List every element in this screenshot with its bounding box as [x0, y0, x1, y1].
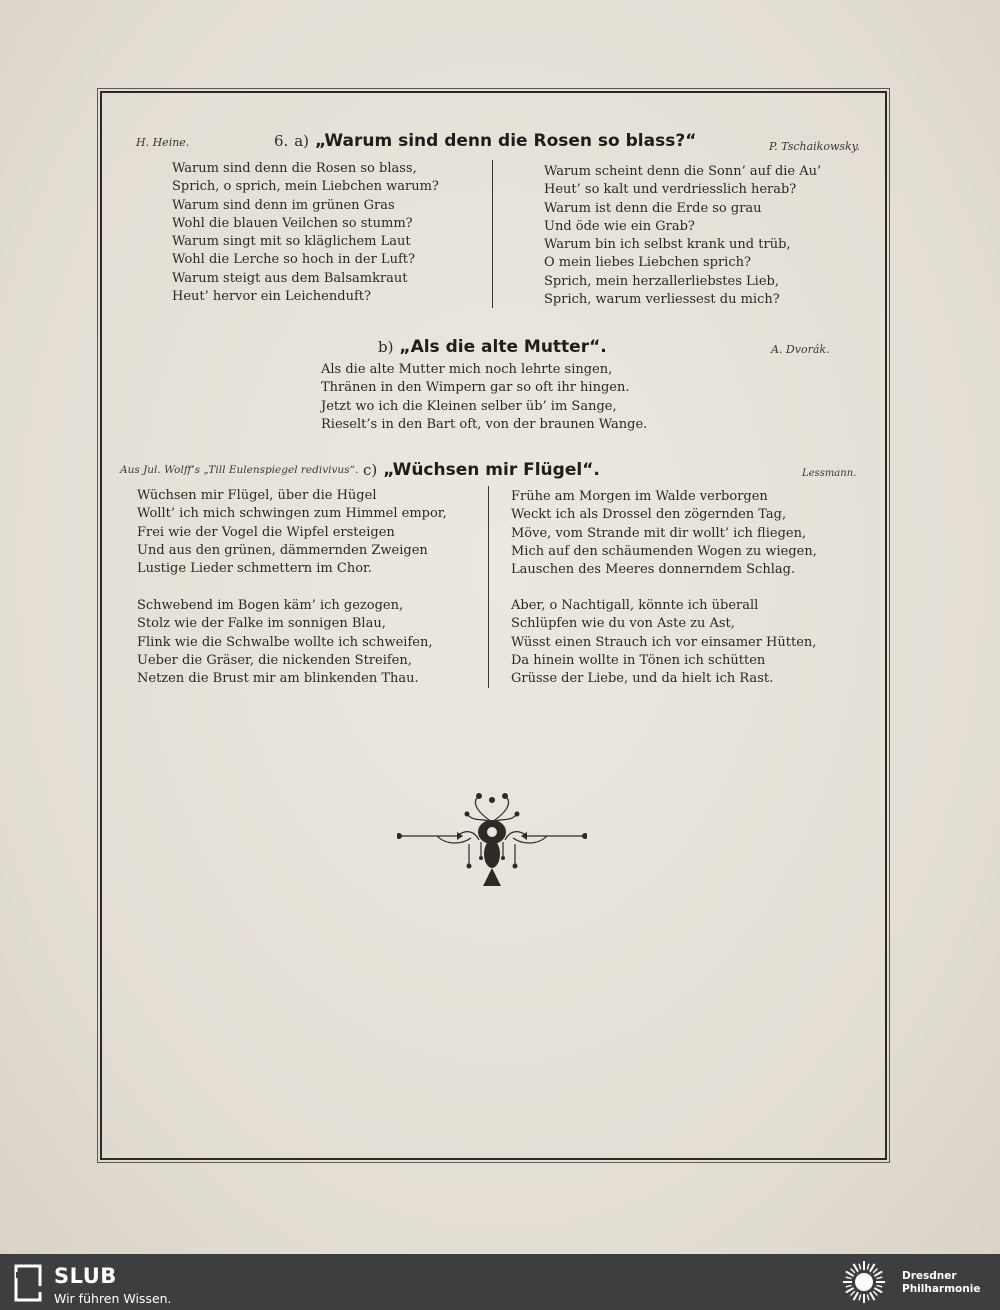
verse-line: Wüsst einen Strauch ich vor einsamer Hütten,: [511, 634, 817, 650]
partner-name-line1: Dresdner: [902, 1270, 957, 1282]
library-tagline: Wir führen Wissen.: [54, 1291, 172, 1306]
verse-line: Schwebend im Bogen käm’ ich gezogen,: [137, 598, 404, 613]
dresdner-philharmonie-logo-icon[interactable]: [842, 1260, 886, 1304]
song-a-left-verse: [172, 160, 439, 306]
song-a-right-verse: [544, 163, 821, 309]
floral-vignette-icon: [397, 792, 587, 888]
partner-name-line2: Philharmonie: [902, 1283, 981, 1295]
song-number: 6.: [274, 132, 289, 150]
verse-line: Wollt’ ich mich schwingen zum Himmel empor,: [137, 506, 447, 522]
song-c-right-stanza-1: [511, 488, 817, 579]
verse-line: Sprich, o sprich, mein Liebchen warum?: [172, 179, 439, 195]
verse-line: Wüchsen mir Flügel, über die Hügel: [137, 488, 377, 503]
verse-line: Warum singt mit so kläglichem Laut: [172, 234, 411, 250]
verse-line: Da hinein wollte in Tönen ich schütten: [511, 652, 766, 668]
song-c-left-stanza-1: [137, 487, 447, 578]
song-c-heading: [363, 460, 600, 480]
song-a-heading: [274, 131, 696, 151]
verse-line: O mein liebes Liebchen sprich?: [544, 255, 751, 271]
verse-line: Frei wie der Vogel die Wipfel ersteigen: [137, 524, 395, 540]
verse-line: Warum steigt aus dem Balsamkraut: [172, 270, 408, 286]
song-a-title: „Warum sind denn die Rosen so blass?“: [314, 131, 697, 151]
song-b-heading: [378, 337, 607, 357]
column-divider: [488, 486, 489, 688]
verse-line: Lustige Lieder schmettern im Chor.: [137, 561, 372, 577]
verse-line: Flink wie die Schwalbe wollte ich schweifen,: [137, 634, 433, 650]
song-b-verse: [321, 361, 647, 434]
song-b-label: b): [378, 338, 394, 356]
song-a-composer: P. Tschaikowsky.: [769, 140, 860, 153]
song-c-composer: Lessmann.: [802, 468, 857, 479]
verse-line: Warum sind denn im grünen Gras: [172, 197, 395, 213]
verse-line: Warum ist denn die Erde so grau: [544, 200, 762, 216]
verse-line: Netzen die Brust mir am blinkenden Thau.: [137, 671, 419, 687]
verse-line: Wohl die Lerche so hoch in der Luft?: [172, 252, 415, 268]
verse-line: Aber, o Nachtigall, könnte ich überall: [511, 598, 759, 613]
library-name[interactable]: SLUB: [54, 1264, 117, 1288]
verse-line: Grüsse der Liebe, und da hielt ich Rast.: [511, 671, 774, 687]
verse-line: Sprich, warum verliessest du mich?: [544, 292, 780, 308]
verse-line: Warum sind denn die Rosen so blass,: [172, 161, 417, 176]
partner-name[interactable]: [902, 1270, 980, 1296]
song-c-title: „Wüchsen mir Flügel“.: [383, 460, 600, 480]
poet-label: H. Heine.: [136, 136, 190, 149]
verse-line: Rieselt’s in den Bart oft, von der braunen Wange.: [321, 416, 648, 432]
verse-line: Heut’ hervor ein Leichenduft?: [172, 289, 371, 305]
verse-line: Schlüpfen wie du von Aste zu Ast,: [511, 616, 735, 632]
verse-line: Thränen in den Wimpern gar so oft ihr hingen.: [321, 380, 630, 396]
song-c-right-stanza-2: [511, 597, 816, 688]
verse-line: Warum scheint denn die Sonn’ auf die Au’: [544, 164, 822, 179]
verse-line: Jetzt wo ich die Kleinen selber üb’ im Sange,: [321, 398, 617, 414]
verse-line: Weckt ich als Drossel den zögernden Tag,: [511, 507, 787, 523]
verse-line: Möve, vom Strande mit dir wollt’ ich fliegen,: [511, 525, 807, 541]
verse-line: Frühe am Morgen im Walde verborgen: [511, 489, 768, 504]
verse-line: Warum bin ich selbst krank und trüb,: [544, 237, 791, 253]
verse-line: Ueber die Gräser, die nickenden Streifen,: [137, 652, 412, 668]
song-b-composer: A. Dvorák.: [771, 343, 830, 356]
verse-line: Und öde wie ein Grab?: [544, 218, 695, 234]
song-c-source: Aus Jul. Wolff’s „Till Eulenspiegel redivivus“.: [120, 464, 359, 476]
column-divider: [492, 160, 493, 308]
song-c-label: c): [363, 461, 378, 479]
verse-line: Als die alte Mutter mich noch lehrte singen,: [321, 362, 613, 377]
verse-line: Und aus den grünen, dämmernden Zweigen: [137, 542, 428, 558]
verse-line: Lauschen des Meeres donnerndem Schlag.: [511, 562, 796, 578]
song-a-label: a): [294, 132, 310, 150]
verse-line: Mich auf den schäumenden Wogen zu wiegen,: [511, 543, 817, 559]
verse-line: Wohl die blauen Veilchen so stumm?: [172, 215, 413, 231]
song-c-left-stanza-2: [137, 597, 432, 688]
verse-line: Sprich, mein herzallerliebstes Lieb,: [544, 273, 779, 289]
slub-logo-icon[interactable]: [14, 1264, 44, 1302]
verse-line: Heut’ so kalt und verdriesslich herab?: [544, 182, 797, 198]
verse-line: Stolz wie der Falke im sonnigen Blau,: [137, 616, 386, 632]
song-b-title: „Als die alte Mutter“.: [399, 337, 607, 357]
